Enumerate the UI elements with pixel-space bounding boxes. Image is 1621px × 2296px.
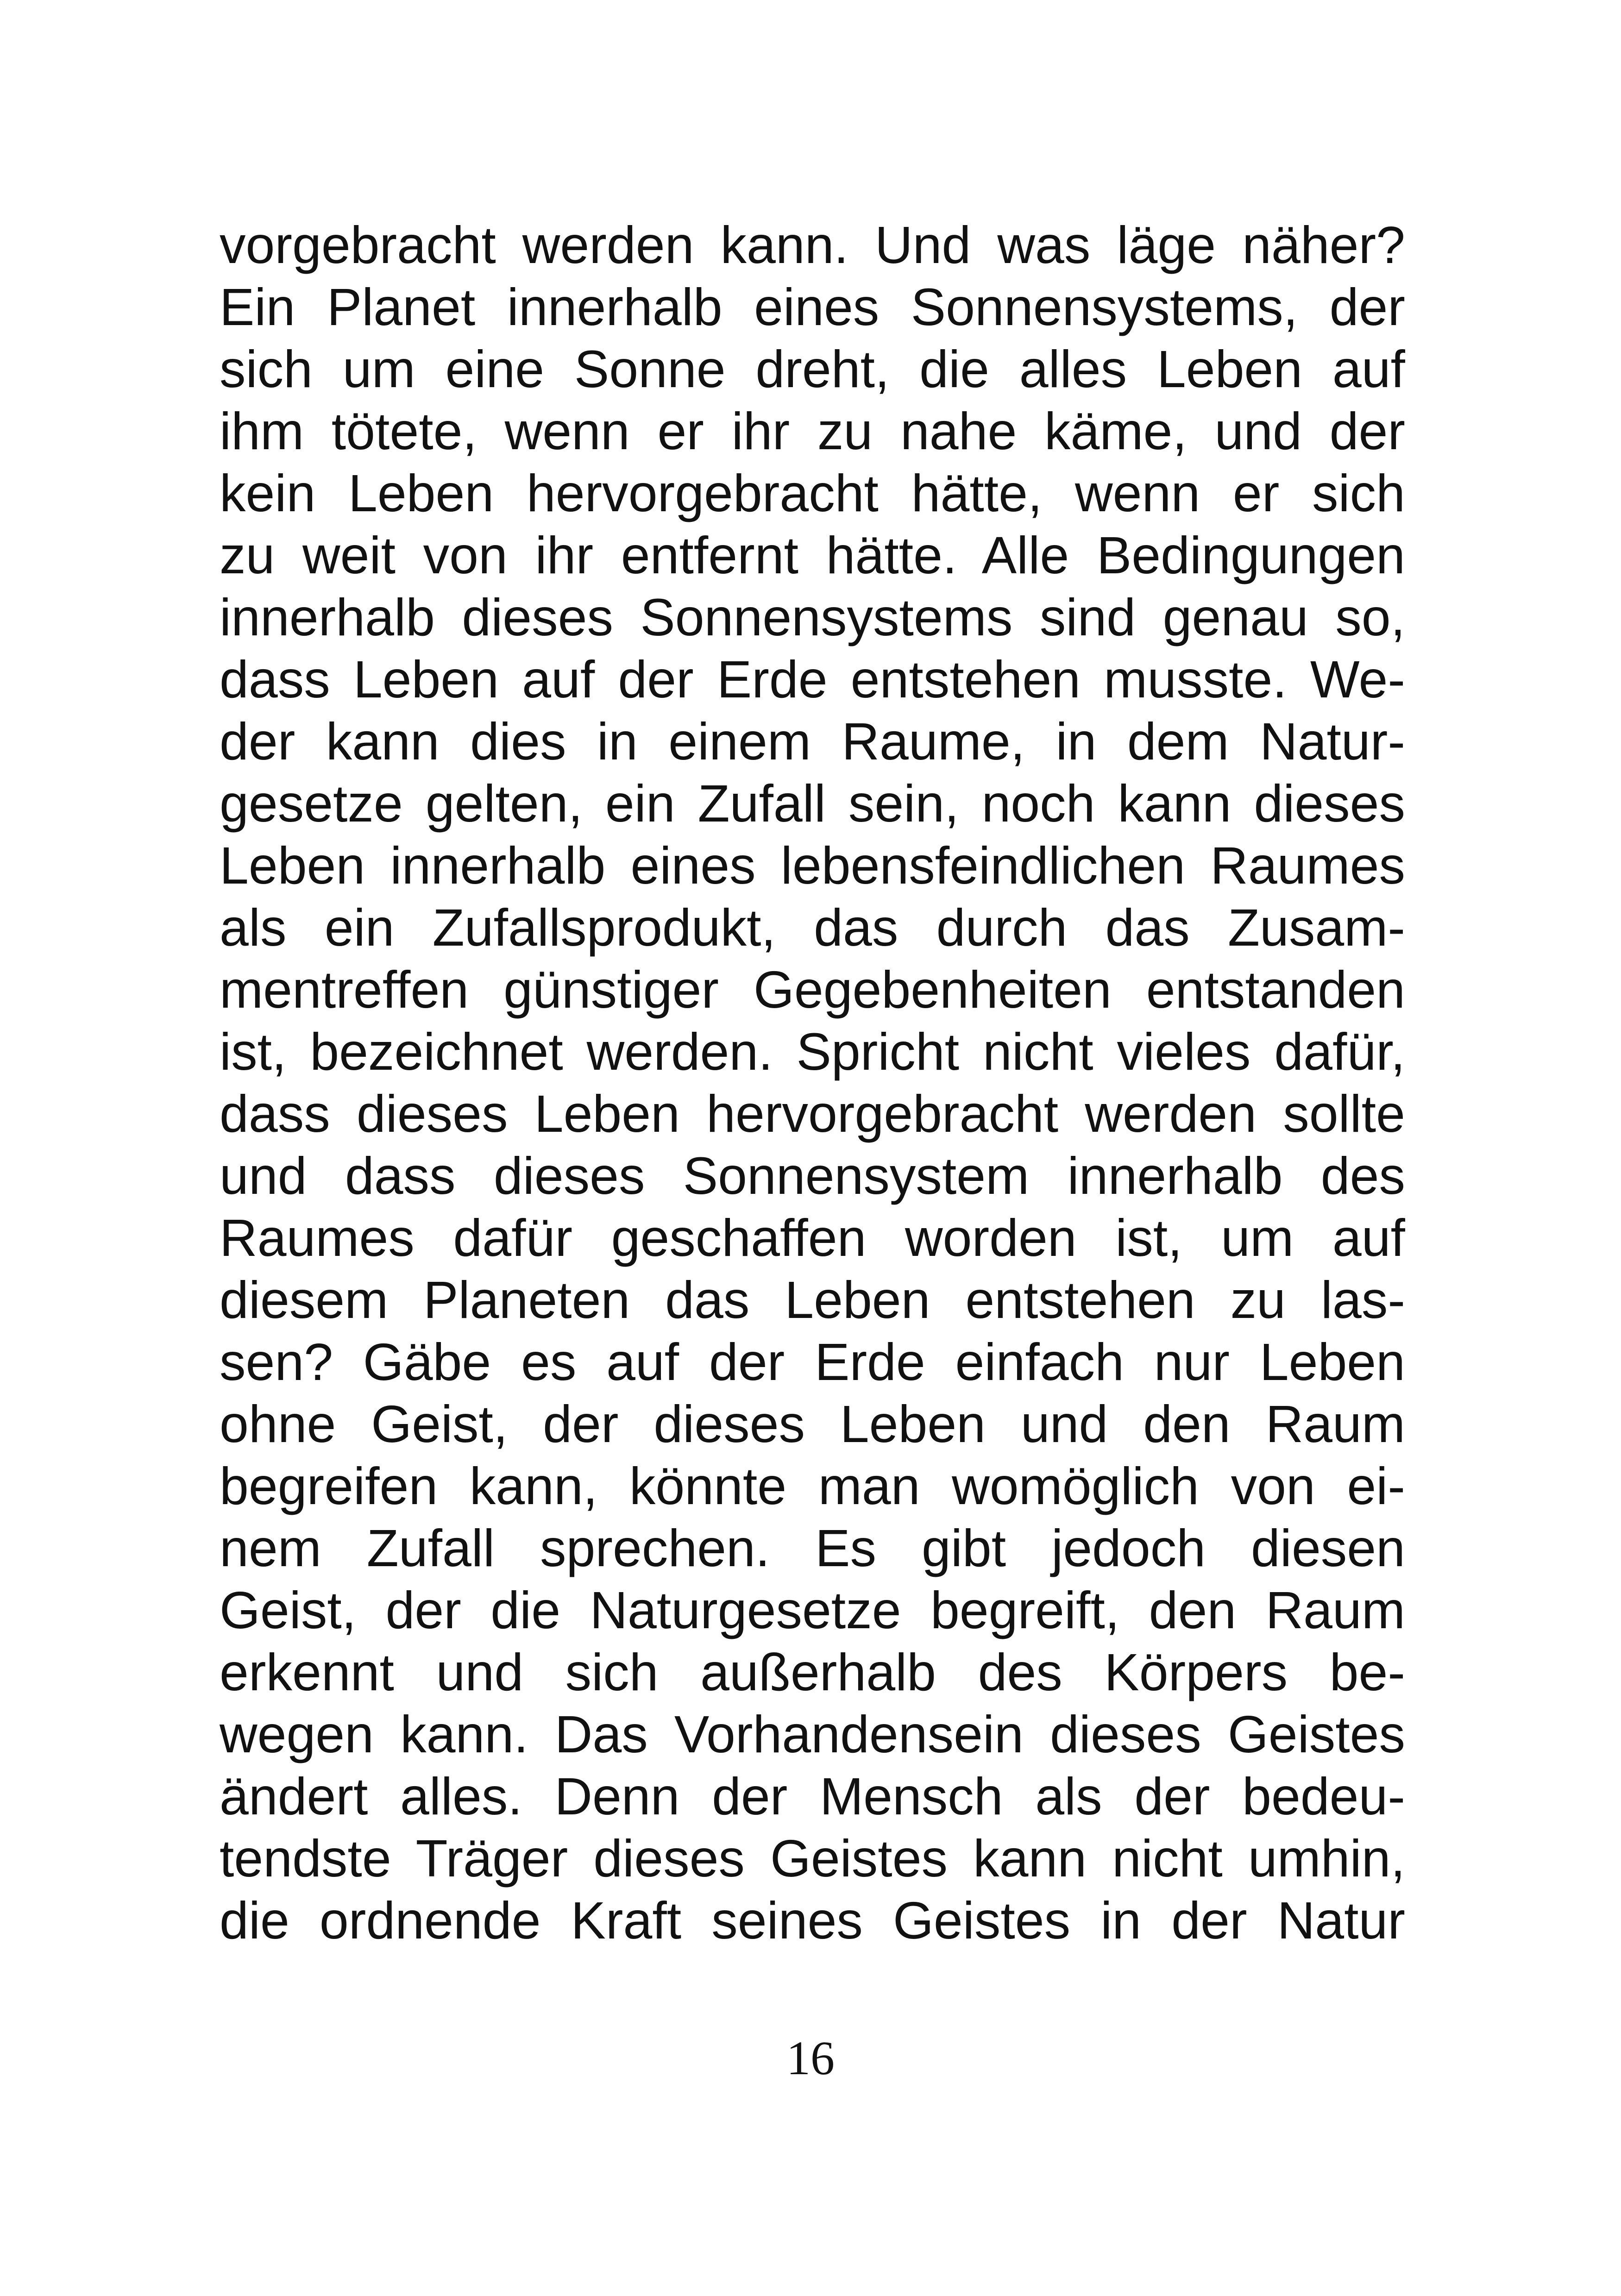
text-line: erkennt und sich außerhalb des Körpers be- <box>220 1643 1405 1701</box>
page-number: 16 <box>786 2032 835 2085</box>
text-line: ist, bezeichnet werden. Spricht nicht vieles dafür, <box>220 1023 1405 1081</box>
text-line: kein Leben hervorgebracht hätte, wenn er sich <box>220 464 1405 522</box>
text-line: tendste Träger dieses Geistes kann nicht umhin, <box>220 1829 1405 1888</box>
text-line: und dass dieses Sonnensystem innerhalb des <box>220 1147 1405 1205</box>
body-text <box>220 214 1405 1951</box>
text-line: diesem Planeten das Leben entstehen zu las- <box>220 1271 1405 1329</box>
text-line: ihm tötete, wenn er ihr zu nahe käme, und der <box>220 402 1405 460</box>
text-line: vorgebracht werden kann. Und was läge näher? <box>220 216 1405 274</box>
text-line: nem Zufall sprechen. Es gibt jedoch diesen <box>220 1519 1405 1577</box>
text-line: ändert alles. Denn der Mensch als der bedeu- <box>220 1767 1405 1826</box>
text-line: die ordnende Kraft seines Geistes in der Natur <box>220 1891 1405 1950</box>
text-line: gesetze gelten, ein Zufall sein, noch kann dieses <box>220 774 1405 833</box>
text-line: wegen kann. Das Vorhandensein dieses Geistes <box>220 1705 1405 1763</box>
text-line: als ein Zufallsprodukt, das durch das Zusam- <box>220 898 1405 957</box>
text-line: zu weit von ihr entfernt hätte. Alle Bedingungen <box>220 526 1405 584</box>
text-line: Raumes dafür geschaffen worden ist, um auf <box>220 1209 1405 1267</box>
text-line: ohne Geist, der dieses Leben und den Raum <box>220 1395 1405 1453</box>
text-line: dass dieses Leben hervorgebracht werden sollte <box>220 1085 1405 1143</box>
text-line: sich um eine Sonne dreht, die alles Leben auf <box>220 340 1405 398</box>
text-line: sen? Gäbe es auf der Erde einfach nur Leben <box>220 1333 1405 1391</box>
text-line: dass Leben auf der Erde entstehen musste. We- <box>220 650 1405 709</box>
text-line: Leben innerhalb eines lebensfeindlichen Raumes <box>220 836 1405 895</box>
text-line: Geist, der die Naturgesetze begreift, den Raum <box>220 1581 1405 1639</box>
text-line: begreifen kann, könnte man womöglich von ei- <box>220 1457 1405 1515</box>
text-line: der kann dies in einem Raume, in dem Natur- <box>220 712 1405 771</box>
text-line: mentreffen günstiger Gegebenheiten entstanden <box>220 960 1405 1019</box>
text-line: Ein Planet innerhalb eines Sonnensystems, der <box>220 278 1405 336</box>
text-line: innerhalb dieses Sonnensystems sind genau so, <box>220 588 1405 646</box>
